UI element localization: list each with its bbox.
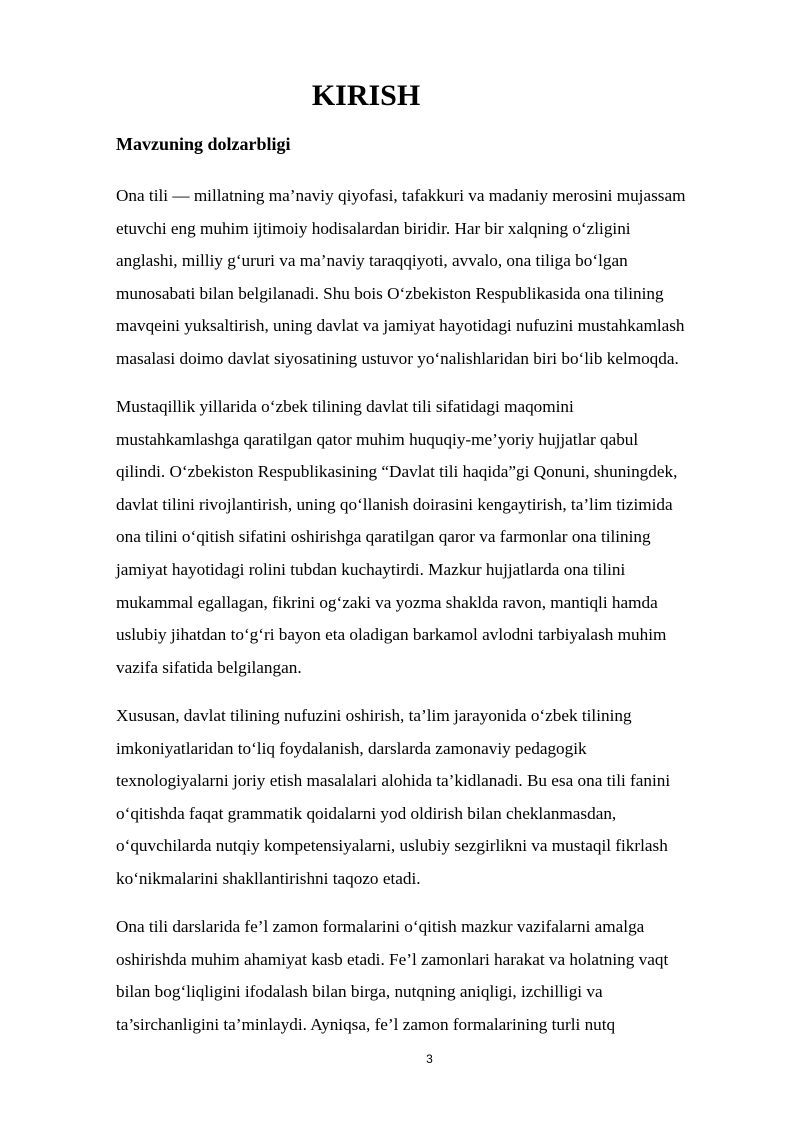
text-line: o‘qitishda faqat grammatik qoidalarni yod oldirish bilan cheklanmasdan, [116, 803, 617, 823]
text-line: uslubiy jihatdan to‘g‘ri bayon eta oladigan barkamol avlodni tarbiyalash muhim [116, 625, 667, 645]
paragraph-1 [116, 180, 742, 376]
text-line: ona tilini o‘qitish sifatini oshirishga qaratilgan qaror va farmonlar ona tilining [116, 527, 651, 547]
page-title: KIRISH [311, 79, 421, 112]
text-line: oshirishda muhim ahamiyat kasb etadi. Fe’l zamonlari harakat va holatning vaqt [116, 949, 669, 969]
text-line: imkoniyatlaridan to‘liq foydalanish, darslarda zamonaviy pedagogik [116, 738, 587, 758]
text-line: etuvchi eng muhim ijtimoiy hodisalardan biridir. Har bir xalqning o‘zligini [116, 218, 631, 238]
paragraph-3 [116, 700, 742, 896]
text-line: bilan bog‘liqligini ifodalash bilan birga, nutqning aniqligi, izchilligi va [116, 982, 603, 1002]
text-line: masalasi doimo davlat siyosatining ustuvor yo‘nalishlaridan biri bo‘lib kelmoqda. [116, 348, 679, 368]
paragraph-2 [116, 391, 742, 684]
text-line: mustahkamlashga qaratilgan qator muhim huquqiy-me’yoriy hujjatlar qabul [116, 429, 639, 449]
text-line: mavqeini yuksaltirish, uning davlat va jamiyat hayotidagi nufuzini mustahkamlash [116, 316, 685, 336]
text-line: vazifa sifatida belgilangan. [116, 657, 302, 677]
text-line: Mustaqillik yillarida o‘zbek tilining davlat tili sifatidagi maqomini [116, 397, 574, 417]
text-line: Xususan, davlat tilining nufuzini oshirish, ta’lim jarayonida o‘zbek tilining [116, 705, 632, 725]
text-line: davlat tilini rivojlantirish, uning qo‘llanish doirasini kengaytirish, ta’lim tizimida [116, 494, 673, 514]
text-line: munosabati bilan belgilanadi. Shu bois O‘zbekiston Respublikasida ona tilining [116, 283, 664, 303]
text-line: ta’sirchanligini ta’minlaydi. Ayniqsa, fe’l zamon formalarining turli nutq [116, 1014, 616, 1034]
text-line: mukammal egallagan, fikrini og‘zaki va yozma shaklda ravon, mantiqli hamda [116, 592, 658, 612]
paragraph-4 [116, 911, 742, 1041]
text-line: qilindi. O‘zbekiston Respublikasining “Davlat tili haqida”gi Qonuni, shuningdek, [116, 462, 678, 482]
body-text [116, 180, 742, 1057]
section-heading: Mavzuning dolzarbligi [116, 134, 291, 154]
text-line: Ona tili darslarida fe’l zamon formalarini o‘qitish mazkur vazifalarni amalga [116, 916, 645, 936]
text-line: anglashi, milliy g‘ururi va ma’naviy taraqqiyoti, avvalo, ona tiliga bo‘lgan [116, 251, 628, 271]
text-line: texnologiyalarni joriy etish masalalari alohida ta’kidlanadi. Bu esa ona tili fanini [116, 771, 671, 791]
text-line: jamiyat hayotidagi rolini tubdan kuchaytirdi. Mazkur hujjatlarda ona tilini [116, 560, 626, 580]
page-number: 3 [426, 1052, 433, 1066]
text-line: Ona tili — millatning ma’naviy qiyofasi, tafakkuri va madaniy merosini mujassam [116, 186, 686, 205]
text-line: ko‘nikmalarini shakllantirishni taqozo etadi. [116, 868, 421, 888]
text-line: o‘quvchilarda nutqiy kompetensiyalarni, uslubiy sezgirlikni va mustaqil fikrlash [116, 836, 668, 856]
